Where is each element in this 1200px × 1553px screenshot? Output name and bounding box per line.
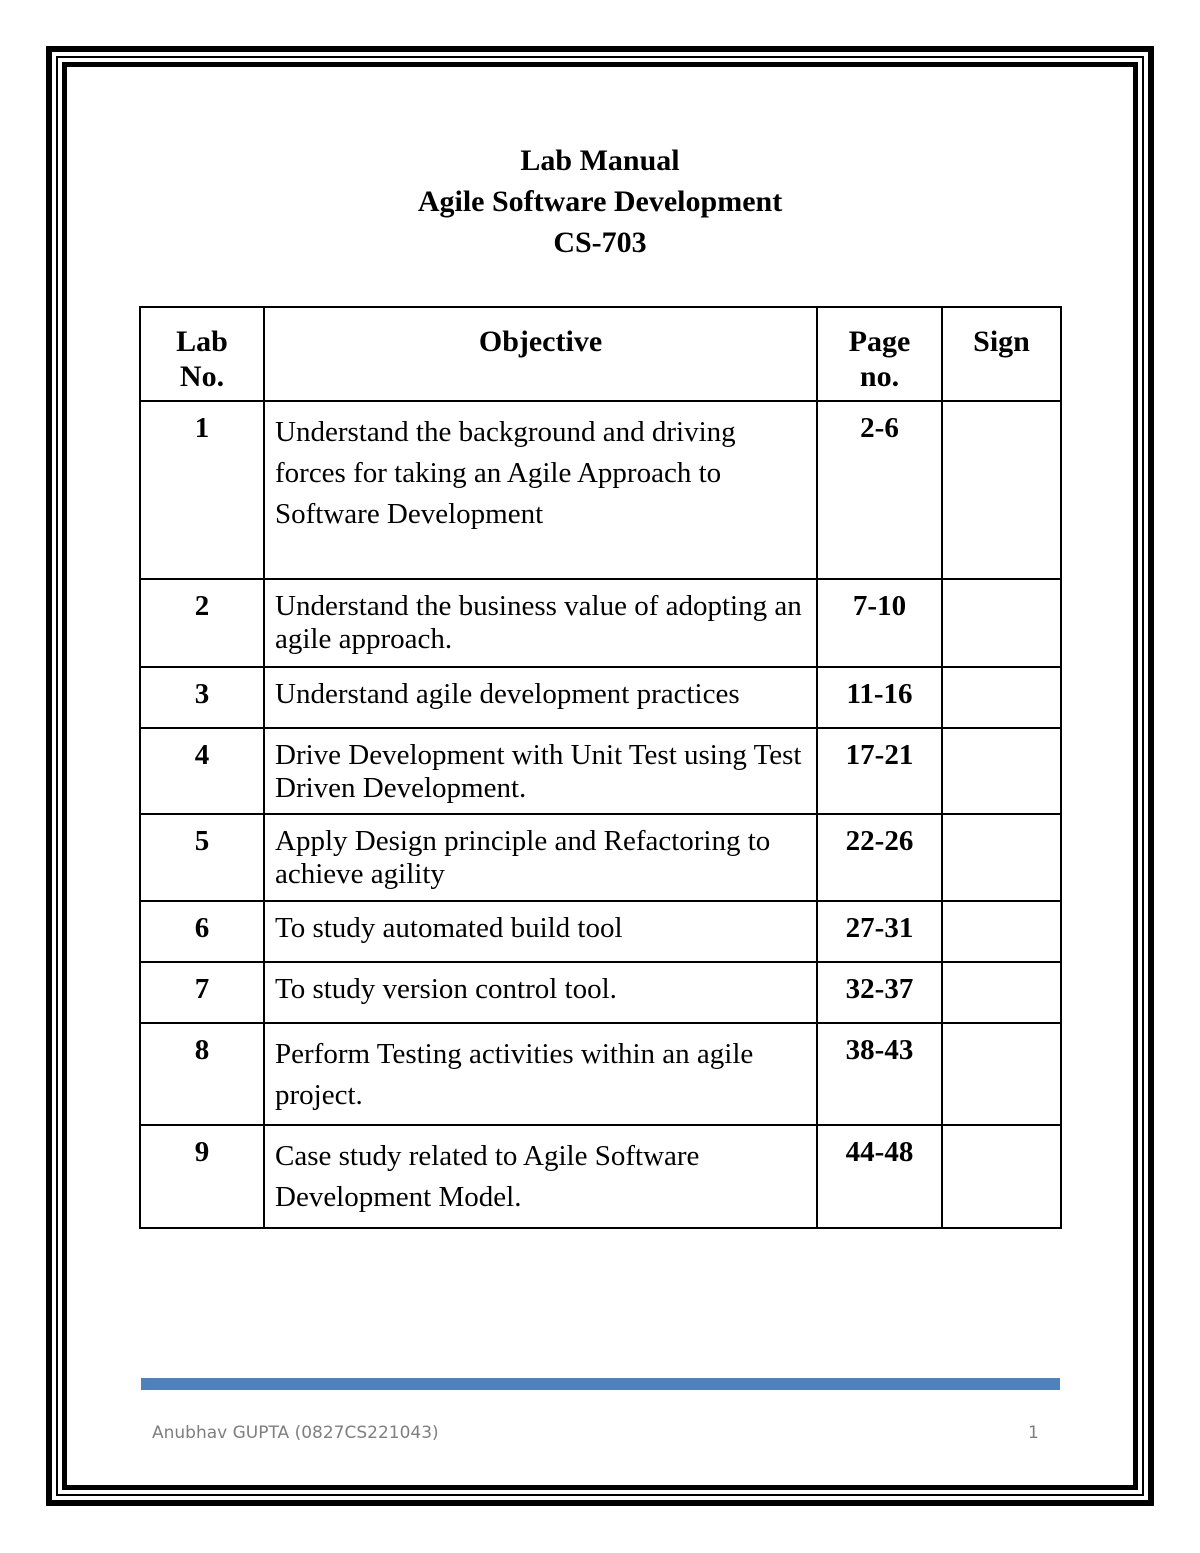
lab-number: 5 xyxy=(140,814,264,901)
table-row xyxy=(140,1125,1061,1228)
lab-sign xyxy=(942,901,1061,962)
lab-pages: 2-6 xyxy=(817,401,942,579)
lab-pages: 17-21 xyxy=(817,728,942,814)
table-row xyxy=(140,901,1061,962)
table-row xyxy=(140,814,1061,901)
lab-objective: Perform Testing activities within an agile project. xyxy=(264,1023,817,1125)
header-lab-no: Lab No. xyxy=(140,307,264,401)
lab-number: 8 xyxy=(140,1023,264,1125)
lab-pages: 22-26 xyxy=(817,814,942,901)
lab-objective: Understand the background and driving forces for taking an Agile Approach to Software Development xyxy=(264,401,817,579)
table-row xyxy=(140,667,1061,728)
lab-pages: 27-31 xyxy=(817,901,942,962)
table-row xyxy=(140,401,1061,579)
footer-rule xyxy=(141,1378,1060,1390)
lab-number: 4 xyxy=(140,728,264,814)
lab-sign xyxy=(942,962,1061,1023)
lab-pages: 44-48 xyxy=(817,1125,942,1228)
lab-number: 7 xyxy=(140,962,264,1023)
lab-pages: 11-16 xyxy=(817,667,942,728)
lab-number: 1 xyxy=(140,401,264,579)
lab-pages: 32-37 xyxy=(817,962,942,1023)
lab-pages: 38-43 xyxy=(817,1023,942,1125)
table-header-row xyxy=(140,307,1061,401)
lab-objective: To study automated build tool xyxy=(264,901,817,962)
lab-objective: To study version control tool. xyxy=(264,962,817,1023)
lab-sign xyxy=(942,814,1061,901)
header-page-no: Page no. xyxy=(817,307,942,401)
document-title xyxy=(0,140,1200,263)
table-row xyxy=(140,1023,1061,1125)
lab-sign xyxy=(942,1023,1061,1125)
lab-objective: Drive Development with Unit Test using Test Driven Development. xyxy=(264,728,817,814)
lab-number: 6 xyxy=(140,901,264,962)
lab-sign xyxy=(942,667,1061,728)
lab-objective: Case study related to Agile Software Development Model. xyxy=(264,1125,817,1228)
header-sign: Sign xyxy=(942,307,1061,401)
footer-author: Anubhav GUPTA (0827CS221043) xyxy=(152,1423,439,1443)
lab-pages: 7-10 xyxy=(817,579,942,667)
lab-number: 3 xyxy=(140,667,264,728)
lab-objective: Understand agile development practices xyxy=(264,667,817,728)
lab-sign xyxy=(942,401,1061,579)
lab-objective: Understand the business value of adopting an agile approach. xyxy=(264,579,817,667)
table-row xyxy=(140,579,1061,667)
title-line-3: CS-703 xyxy=(553,226,647,259)
table-row xyxy=(140,962,1061,1023)
lab-number: 9 xyxy=(140,1125,264,1228)
lab-objective: Apply Design principle and Refactoring to achieve agility xyxy=(264,814,817,901)
header-objective: Objective xyxy=(264,307,817,401)
lab-sign xyxy=(942,579,1061,667)
title-line-1: Lab Manual xyxy=(520,144,680,177)
lab-sign xyxy=(942,1125,1061,1228)
title-line-2: Agile Software Development xyxy=(417,185,783,218)
footer-page-number: 1 xyxy=(1028,1423,1039,1443)
lab-sign xyxy=(942,728,1061,814)
lab-index-table xyxy=(139,306,1062,1229)
lab-number: 2 xyxy=(140,579,264,667)
table-row xyxy=(140,728,1061,814)
